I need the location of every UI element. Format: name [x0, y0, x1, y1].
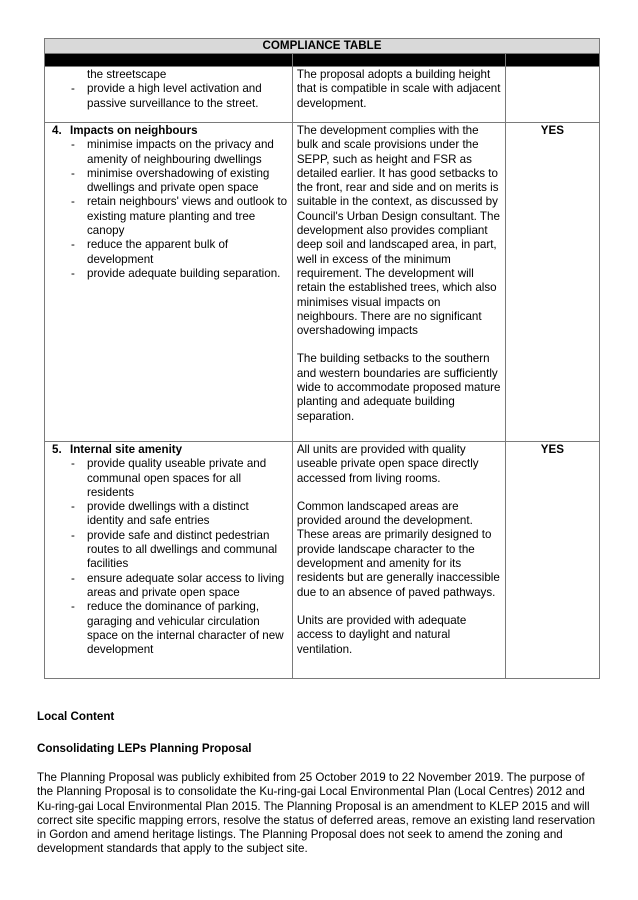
- table-header-bar: [45, 54, 600, 67]
- list-item: - minimise impacts on the privacy and amenity of neighbouring dwellings: [70, 138, 288, 167]
- control-items: [49, 457, 288, 657]
- control-heading: [49, 124, 288, 138]
- control-title: Internal site amenity: [70, 443, 183, 456]
- table-title: COMPLIANCE TABLE: [45, 39, 600, 54]
- control-items: [49, 68, 288, 111]
- control-number: 5.: [52, 443, 62, 456]
- list-item: - retain neighbours' views and outlook to existing mature planting and tree canopy: [70, 195, 288, 238]
- comment-cell: [292, 442, 505, 679]
- list-item: - provide adequate building separation.: [70, 267, 288, 281]
- comment-paragraph: The development complies with the bulk and scale provisions under the SEPP, such as height and FSR as detailed earlier. It has good setbacks to the front, rear and side and on merits is suitable in the context, as discussed by Council's Urban Design consultant. The development also provides compliant deep soil and landscaped area, in part, well in excess of the minimum requirement. The development will retain the established trees, which also minimises visual impacts on neighbours. There are no significant overshadowing impacts: [296, 124, 500, 338]
- body-paragraph: The Planning Proposal was publicly exhibited from 25 October 2019 to 22 November 2019. The purpose of the Planning Proposal is to consolidate the Ku-ring-gai Local Environmental Plan (Local Centres) 2012 and Ku-ring-gai Local Environmental Plan 2015. The Planning Proposal is an amendment to KLEP 2015 and will correct site specific mapping errors, resolve the status of deferred areas, remove an existing land reservation in Gordon and amend heritage listings. The Planning Proposal does not seek to amend the zoning and development standards that apply to the subject site.: [37, 771, 596, 856]
- list-item: - ensure adequate solar access to living areas and private open space: [70, 572, 288, 601]
- table-title-row: [45, 39, 600, 54]
- list-item: - minimise overshadowing of existing dwellings and private open space: [70, 167, 288, 196]
- list-item: - reduce the dominance of parking, garaging and vehicular circulation space on the internal character of new development: [70, 600, 288, 657]
- complies-cell: YES: [505, 123, 599, 442]
- complies-cell: YES: [505, 442, 599, 679]
- header-bar-cell: [505, 54, 599, 67]
- list-item: - provide safe and distinct pedestrian routes to all dwellings and communal facilities: [70, 529, 288, 572]
- comment-paragraph: Units are provided with adequate access to daylight and natural ventilation.: [296, 613, 467, 656]
- comment-cell: [292, 67, 505, 123]
- control-cell: [45, 123, 293, 442]
- control-items: [49, 138, 288, 281]
- control-heading: [49, 443, 288, 457]
- table-row: [45, 123, 600, 442]
- control-cell: [45, 67, 293, 123]
- comment-paragraph: All units are provided with quality useable private open space directly accessed from living rooms.: [296, 443, 479, 485]
- comment-paragraph: The building setbacks to the southern and western boundaries are sufficiently wide to accommodate proposed mature planting and adequate building separation.: [296, 352, 501, 423]
- control-number: 4.: [52, 124, 62, 137]
- subsection-heading: Consolidating LEPs Planning Proposal: [37, 742, 252, 755]
- control-cell: [45, 442, 293, 679]
- list-item: - provide a high level activation and passive surveillance to the street.: [70, 82, 288, 111]
- list-item: the streetscape: [87, 68, 167, 81]
- comment-paragraph: Common landscaped areas are provided around the development. These areas are primarily designed to provide landscape character to the development and amenity for its residents but are generally inaccessible due to an absence of paved pathways.: [296, 499, 500, 599]
- complies-cell: [505, 67, 599, 123]
- list-item: - reduce the apparent bulk of development: [70, 238, 288, 267]
- comment-paragraph: The proposal adopts a building height that is compatible in scale with adjacent development.: [296, 68, 501, 110]
- compliance-table: [44, 38, 600, 679]
- section-heading: Local Content: [37, 710, 115, 723]
- list-item: - provide quality useable private and communal open spaces for all residents: [70, 457, 288, 500]
- header-bar-cell: [292, 54, 505, 67]
- table-row: [45, 442, 600, 679]
- table-row: [45, 67, 600, 123]
- header-bar-cell: [45, 54, 293, 67]
- list-item: - provide dwellings with a distinct identity and safe entries: [70, 500, 288, 529]
- comment-cell: [292, 123, 505, 442]
- control-title: Impacts on neighbours: [70, 124, 198, 137]
